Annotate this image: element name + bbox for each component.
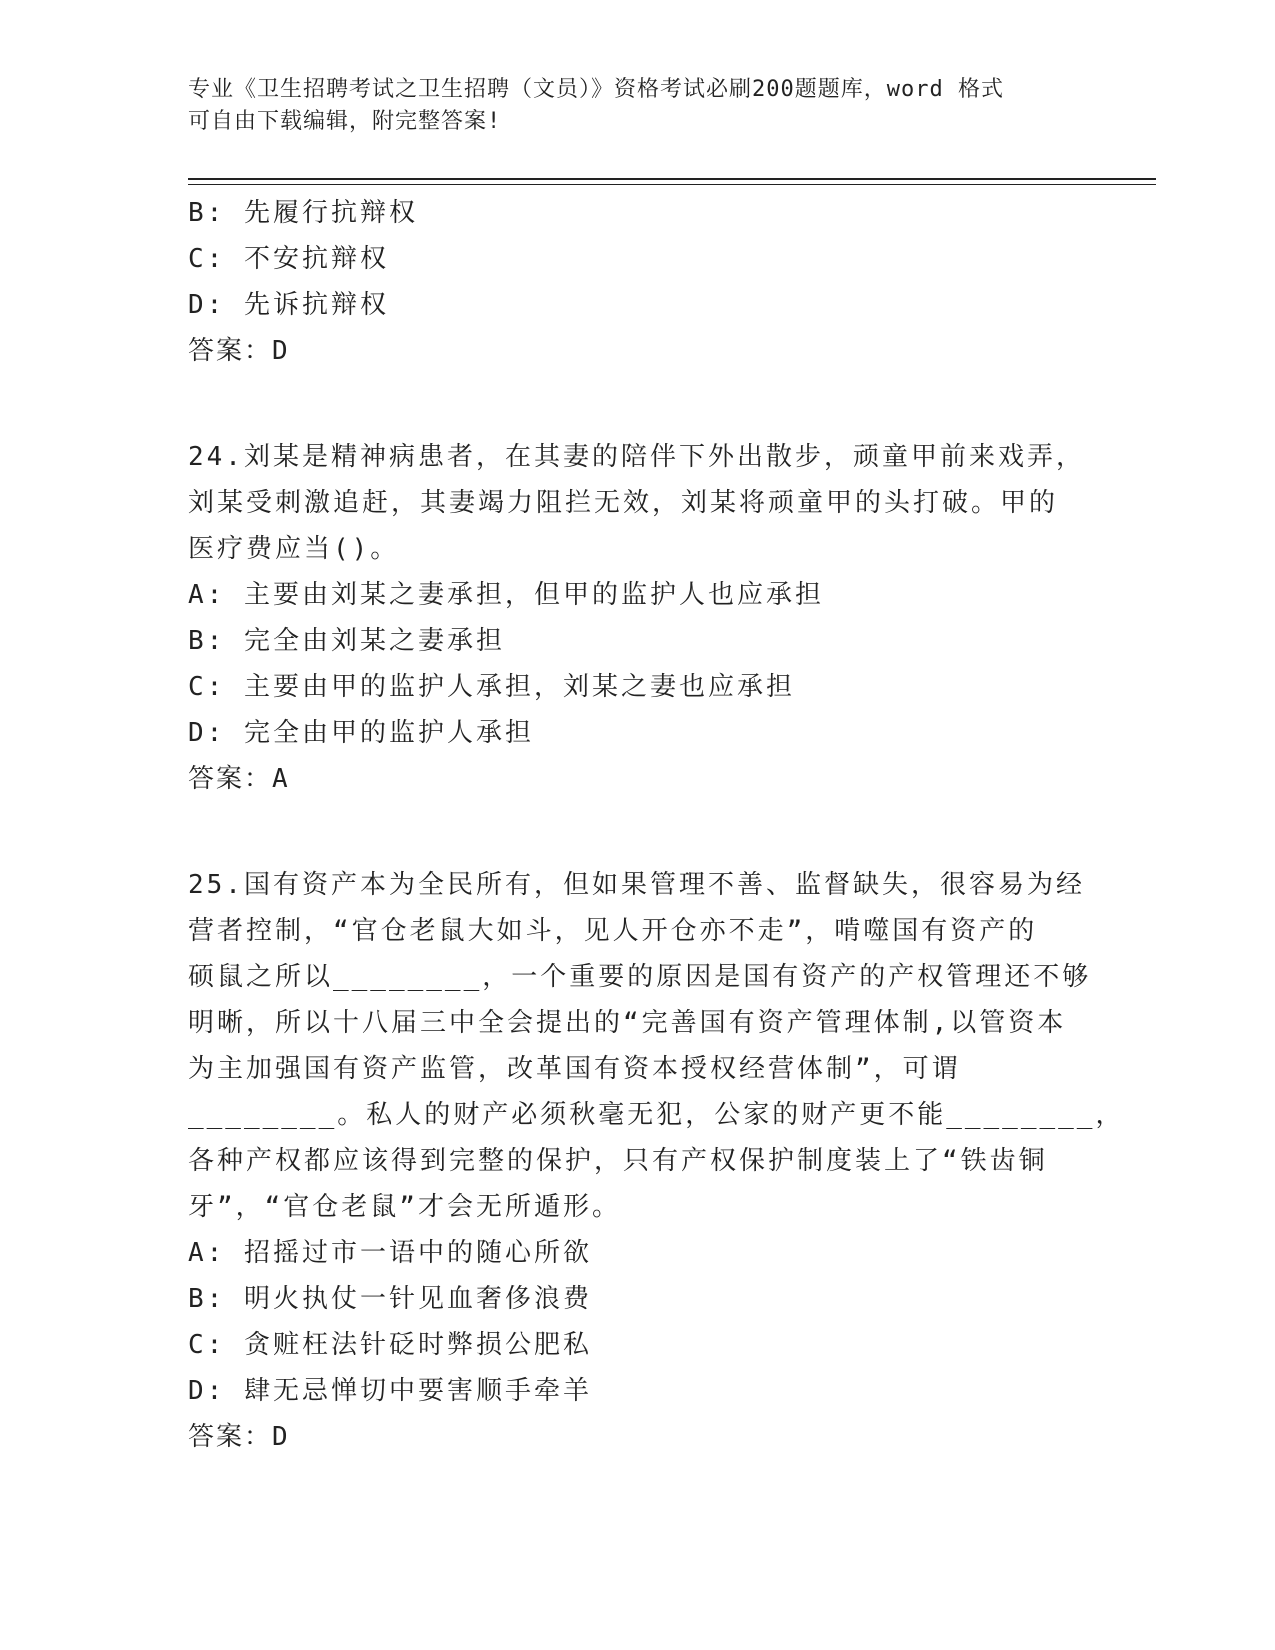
question-stem-line: 硕鼠之所以________，一个重要的原因是国有资产的产权管理还不够 — [188, 962, 1092, 992]
option-a: A: 主要由刘某之妻承担，但甲的监护人也应承担 — [188, 580, 824, 610]
document-header — [188, 74, 1068, 138]
header-divider-thick — [188, 178, 1156, 180]
option-b: B: 完全由刘某之妻承担 — [188, 626, 505, 656]
header-line-2: 可自由下载编辑，附完整答案! — [188, 109, 502, 134]
option-c: C: 不安抗辩权 — [188, 244, 389, 274]
answer: 答案：A — [188, 764, 290, 794]
question-stem-line: 刘某受刺激追赶，其妻竭力阻拦无效，刘某将顽童甲的头打破。甲的 — [188, 488, 1059, 518]
question-stem-line: 各种产权都应该得到完整的保护，只有产权保护制度装上了“铁齿铜 — [188, 1146, 1048, 1176]
option-b: B: 明火执仗一针见血奢侈浪费 — [188, 1284, 592, 1314]
spacer — [188, 374, 1078, 434]
question-stem-line: 25.国有资产本为全民所有，但如果管理不善、监督缺失，很容易为经 — [188, 870, 1085, 900]
option-c: C: 主要由甲的监护人承担，刘某之妻也应承担 — [188, 672, 795, 702]
header-divider-thin — [188, 184, 1156, 185]
document-body — [188, 190, 1125, 1460]
question-stem-line: 24.刘某是精神病患者，在其妻的陪伴下外出散步，顽童甲前来戏弄， — [188, 442, 1085, 472]
question-stem-line: 为主加强国有资产监管，改革国有资本授权经营体制”，可谓 — [188, 1054, 961, 1084]
question-25 — [188, 862, 1125, 1460]
answer: 答案：D — [188, 336, 290, 366]
question-stem-line: ________。私人的财产必须秋毫无犯，公家的财产更不能________， — [188, 1100, 1125, 1130]
header-line-1: 专业《卫生招聘考试之卫生招聘（文员）》资格考试必刷200题题库，word 格式 — [188, 77, 1004, 102]
option-d: D: 先诉抗辩权 — [188, 290, 389, 320]
question-stem-line: 医疗费应当()。 — [188, 534, 400, 564]
question-24 — [188, 434, 1085, 802]
answer: 答案：D — [188, 1422, 290, 1452]
question-stem-line: 明晰，所以十八届三中全会提出的“完善国有资产管理体制,以管资本 — [188, 1008, 1067, 1038]
question-stem-line: 营者控制，“官仓老鼠大如斗，见人开仓亦不走”，啃噬国有资产的 — [188, 916, 1038, 946]
question-stem-line: 牙”，“官仓老鼠”才会无所遁形。 — [188, 1192, 621, 1222]
spacer — [188, 802, 1078, 862]
option-d: D: 肆无忌惮切中要害顺手牵羊 — [188, 1376, 592, 1406]
option-c: C: 贪赃枉法针砭时弊损公肥私 — [188, 1330, 592, 1360]
option-a: A: 招摇过市一语中的随心所欲 — [188, 1238, 592, 1268]
option-b: B: 先履行抗辩权 — [188, 198, 418, 228]
option-d: D: 完全由甲的监护人承担 — [188, 718, 534, 748]
question-23-tail — [188, 190, 1078, 374]
